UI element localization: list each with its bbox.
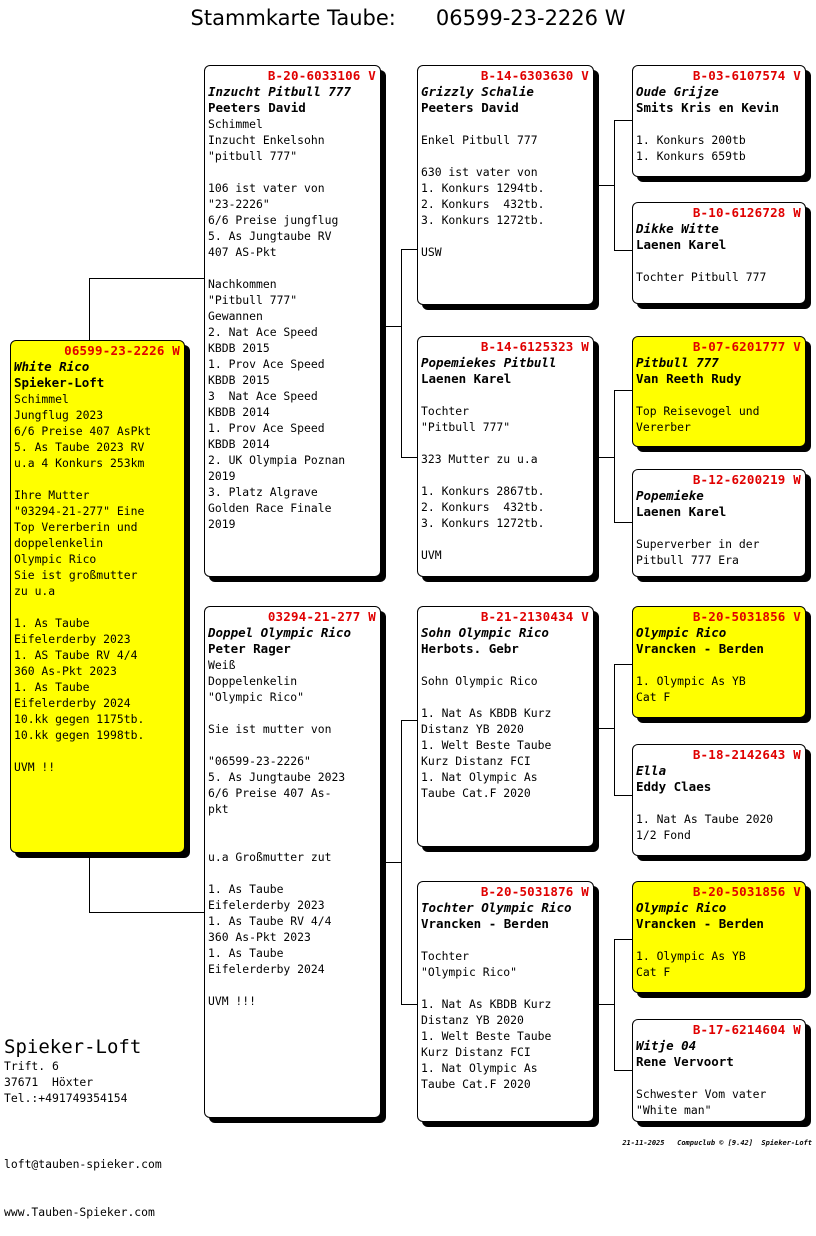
ring-number: B-20-5031856 V bbox=[692, 609, 801, 624]
connector-line bbox=[614, 1070, 632, 1071]
pigeon-card-mm[interactable] bbox=[417, 881, 594, 1122]
ring-number: B-10-6126728 W bbox=[692, 205, 801, 220]
connector-line bbox=[614, 250, 632, 251]
pigeon-card-ff[interactable] bbox=[417, 65, 594, 305]
owner-name: Laenen Karel bbox=[636, 504, 727, 519]
owner-name: Van Reeth Rudy bbox=[636, 371, 742, 386]
website-link[interactable]: www.Tauben-Spieker.com bbox=[4, 1205, 155, 1219]
ring-number: B-20-5031876 W bbox=[480, 884, 589, 899]
pigeon-name: Olympic Rico bbox=[636, 900, 727, 915]
pigeon-card-fff[interactable] bbox=[632, 65, 806, 177]
ring-number: B-21-2130434 V bbox=[480, 609, 589, 624]
owner-name: Vrancken - Berden bbox=[636, 641, 764, 656]
connector-line bbox=[594, 1004, 615, 1005]
ring-number: B-07-6201777 V bbox=[692, 339, 801, 354]
pigeon-name: Witje 04 bbox=[636, 1038, 697, 1053]
connector-line bbox=[614, 664, 615, 795]
pigeon-name: Olympic Rico bbox=[636, 625, 727, 640]
connector-line bbox=[614, 390, 632, 391]
breeder-name: Spieker-Loft bbox=[4, 1036, 142, 1058]
connector-line bbox=[594, 457, 615, 458]
connector-line bbox=[594, 728, 615, 729]
pigeon-card-mmf[interactable] bbox=[632, 881, 806, 993]
pigeon-name: Pitbull 777 bbox=[636, 355, 719, 370]
owner-name: Vrancken - Berden bbox=[421, 916, 549, 931]
ring-number: B-03-6107574 V bbox=[692, 68, 801, 83]
connector-line bbox=[401, 720, 402, 1004]
pigeon-info: Tochter "Pitbull 777" 323 Mutter zu u.a 1. Konkurs 2867tb. 2. Konkurs 432tb. 3. Konkurs 1272tb. UVM bbox=[421, 404, 545, 562]
pigeon-name: Dikke Witte bbox=[636, 221, 719, 236]
pigeon-card-mf[interactable] bbox=[417, 606, 594, 847]
pigeon-name: Tochter Olympic Rico bbox=[421, 900, 572, 915]
pigeon-card-subject[interactable] bbox=[10, 340, 185, 853]
pigeon-info: Schwester Vom vater "White man" bbox=[636, 1087, 767, 1117]
ring-number: B-17-6214604 W bbox=[692, 1022, 801, 1037]
owner-name: Laenen Karel bbox=[636, 237, 727, 252]
connector-line bbox=[614, 795, 632, 796]
owner-name: Eddy Claes bbox=[636, 779, 712, 794]
connector-line bbox=[401, 249, 417, 250]
ring-number: B-14-6303630 V bbox=[480, 68, 589, 83]
connector-line bbox=[89, 852, 90, 912]
pigeon-info: 1. Olympic As YB Cat F bbox=[636, 674, 746, 704]
connector-line bbox=[614, 120, 615, 250]
pigeon-info: Enkel Pitbull 777 630 ist vater von 1. Konkurs 1294tb. 2. Konkurs 432tb. 3. Konkurs 1272tb. USW bbox=[421, 133, 545, 259]
ring-number: 06599-23-2226 W bbox=[64, 343, 180, 358]
contact-block bbox=[4, 1124, 162, 1236]
pigeon-info: Superverber in der Pitbull 777 Era bbox=[636, 537, 760, 567]
owner-name: Smits Kris en Kevin bbox=[636, 100, 779, 115]
pigeon-info: 1. Nat As Taube 2020 1/2 Fond bbox=[636, 812, 774, 842]
page-title: Stammkarte Taube: 06599-23-2226 W bbox=[190, 6, 626, 30]
pigeon-name: White Rico bbox=[14, 359, 90, 374]
connector-line bbox=[401, 1004, 417, 1005]
ring-number: B-18-2142643 W bbox=[692, 747, 801, 762]
ring-number: B-14-6125323 W bbox=[480, 339, 589, 354]
breeder-block bbox=[4, 1036, 141, 1106]
owner-name: Vrancken - Berden bbox=[636, 916, 764, 931]
connector-line bbox=[614, 120, 632, 121]
pigeon-name: Oude Grijze bbox=[636, 84, 719, 99]
footer-text: 21-11-2025 Compuclub © [9.42] Spieker-Loft bbox=[622, 1139, 812, 1147]
owner-name: Spieker-Loft bbox=[14, 375, 105, 390]
pigeon-card-mother[interactable] bbox=[204, 606, 381, 1118]
pigeon-info: Schimmel Jungflug 2023 6/6 Preise 407 AsPkt 5. As Taube 2023 RV u.a 4 Konkurs 253km Ihre Mutter "03294-21-277" Eine Top Vererberin und doppelenkelin Olympic Rico Sie ist großmutter zu u.a 1. As Taube Eifelerderby 2023 1. AS Taube RV 4/4 360 As-Pkt 2023 1. As Taube Eifelerderby 2024 10.kk gegen 1175tb. 10.kk gegen 1998tb. UVM !! bbox=[14, 392, 152, 774]
connector-line bbox=[614, 939, 632, 940]
connector-line bbox=[381, 862, 402, 863]
owner-name: Herbots. Gebr bbox=[421, 641, 519, 656]
pigeon-card-mmm[interactable] bbox=[632, 1019, 806, 1122]
pigeon-card-mfm[interactable] bbox=[632, 744, 806, 856]
pigeon-name: Inzucht Pitbull 777 bbox=[208, 84, 351, 99]
breeder-address: Trift. 6 37671 Höxter Tel.:+491749354154 bbox=[4, 1059, 128, 1105]
pigeon-info: Schimmel Inzucht Enkelsohn "pitbull 777" 106 ist vater von "23-2226" 6/6 Preise jungflug 5. As Jungtaube RV 407 AS-Pkt Nachkommen "Pitbull 777" Gewannen 2. Nat Ace Speed KBDB 2015 1. Prov Ace Speed KBDB 2015 3 Nat Ace Speed KBDB 2014 1. Prov Ace Speed KBDB 2014 2. UK Olympia Poznan 2019 3. Platz Algrave Golden Race Finale 2019 bbox=[208, 117, 346, 531]
pigeon-card-mff[interactable] bbox=[632, 606, 806, 718]
pigeon-info: Weiß Doppelenkelin "Olympic Rico" Sie ist mutter von "06599-23-2226" 5. As Jungtaube 2023 6/6 Preise 407 As- pkt u.a Großmutter zut 1. As Taube Eifelerderby 2023 1. As Taube RV 4/4 360 As-Pkt 2023 1. As Taube Eifelerderby 2024 UVM !!! bbox=[208, 658, 346, 1008]
pigeon-info: Top Reisevogel und Vererber bbox=[636, 404, 760, 434]
pigeon-card-fm[interactable] bbox=[417, 336, 594, 577]
pigeon-name: Popemiekes Pitbull bbox=[421, 355, 557, 370]
connector-line bbox=[401, 249, 402, 457]
ring-number: B-20-6033106 V bbox=[267, 68, 376, 83]
pigeon-info: 1. Konkurs 200tb 1. Konkurs 659tb bbox=[636, 133, 746, 163]
pigeon-name: Doppel Olympic Rico bbox=[208, 625, 351, 640]
connector-line bbox=[89, 278, 90, 340]
connector-line bbox=[401, 720, 417, 721]
connector-line bbox=[614, 522, 632, 523]
pigeon-card-fmm[interactable] bbox=[632, 469, 806, 577]
connector-line bbox=[401, 457, 417, 458]
owner-name: Laenen Karel bbox=[421, 371, 512, 386]
connector-line bbox=[381, 326, 402, 327]
pigeon-card-ffm[interactable] bbox=[632, 202, 806, 304]
pigeon-name: Popemieke bbox=[636, 488, 704, 503]
connector-line bbox=[89, 278, 204, 279]
owner-name: Peter Rager bbox=[208, 641, 291, 656]
email-link[interactable]: loft@tauben-spieker.com bbox=[4, 1157, 162, 1171]
pigeon-card-father[interactable] bbox=[204, 65, 381, 577]
pigeon-info: Tochter Pitbull 777 bbox=[636, 270, 767, 284]
connector-line bbox=[614, 390, 615, 522]
pigeon-info: 1. Olympic As YB Cat F bbox=[636, 949, 746, 979]
ring-number: B-12-6200219 W bbox=[692, 472, 801, 487]
pigeon-info: Tochter "Olympic Rico" 1. Nat As KBDB Kurz Distanz YB 2020 1. Welt Beste Taube Kurz Distanz FCI 1. Nat Olympic As Taube Cat.F 2020 bbox=[421, 949, 552, 1091]
owner-name: Rene Vervoort bbox=[636, 1054, 734, 1069]
connector-line bbox=[89, 912, 204, 913]
pigeon-info: Sohn Olympic Rico 1. Nat As KBDB Kurz Distanz YB 2020 1. Welt Beste Taube Kurz Distanz FCI 1. Nat Olympic As Taube Cat.F 2020 bbox=[421, 674, 552, 800]
ring-number: B-20-5031856 V bbox=[692, 884, 801, 899]
pigeon-card-fmf[interactable] bbox=[632, 336, 806, 447]
owner-name: Peeters David bbox=[208, 100, 306, 115]
ring-number: 03294-21-277 W bbox=[267, 609, 376, 624]
pigeon-name: Grizzly Schalie bbox=[421, 84, 534, 99]
owner-name: Peeters David bbox=[421, 100, 519, 115]
connector-line bbox=[614, 939, 615, 1070]
pigeon-name: Sohn Olympic Rico bbox=[421, 625, 549, 640]
connector-line bbox=[614, 664, 632, 665]
connector-line bbox=[594, 185, 615, 186]
pigeon-name: Ella bbox=[636, 763, 667, 778]
